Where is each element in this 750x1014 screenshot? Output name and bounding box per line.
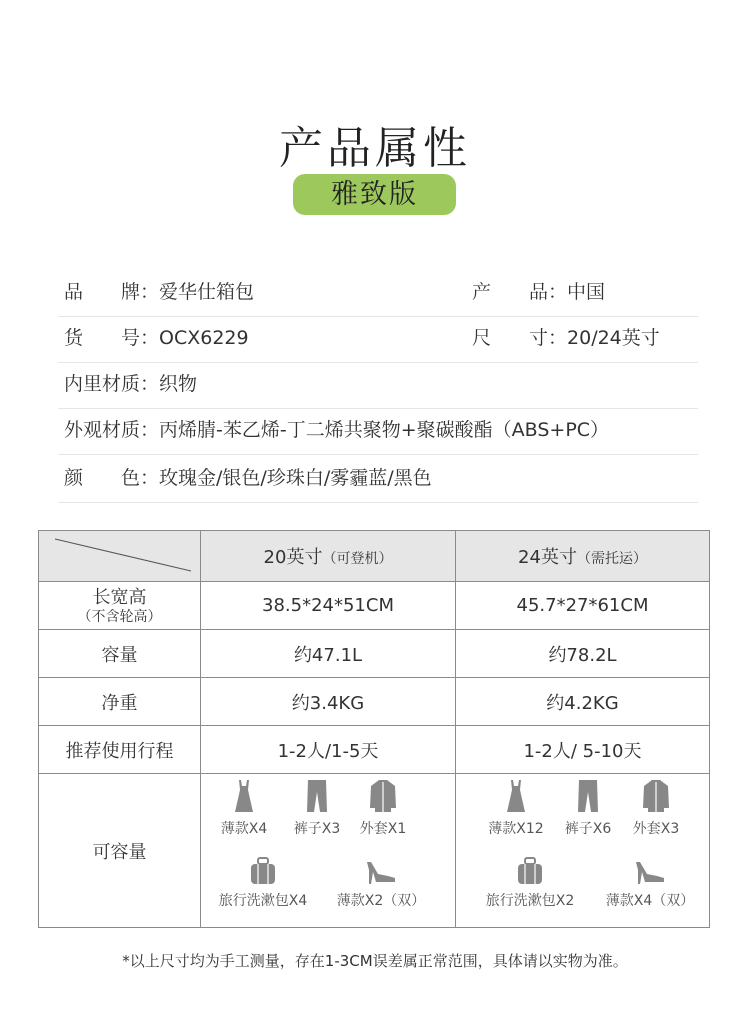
attr-row-itemno-size [58, 316, 698, 363]
item-no-label: 货 号： [64, 327, 160, 349]
item-no-value: OCX6229 [159, 327, 249, 349]
capacity-24-pants: 裤子X6 [564, 820, 612, 837]
attr-row-brand-origin [58, 270, 698, 317]
color-attr [64, 456, 432, 500]
table-row [39, 774, 710, 928]
capacity-item [355, 778, 411, 838]
trip-label: 推荐使用行程 [39, 726, 201, 774]
capacity-20-toiletry: 旅行洗漱包X4 [218, 892, 308, 909]
weight-20: 约3.4KG [201, 678, 456, 726]
volume-20: 约47.1L [201, 630, 456, 678]
brand-label: 品 牌： [64, 281, 160, 303]
size-value: 20/24英寸 [567, 327, 660, 349]
edition-badge: 雅致版 [293, 174, 456, 215]
dims-20: 38.5*24*51CM [201, 582, 456, 630]
col-24-header [456, 531, 710, 582]
origin-value: 中国 [567, 281, 606, 303]
dress-icon [503, 778, 529, 814]
dims-label-cell [39, 582, 201, 630]
dims-24: 45.7*27*61CM [456, 582, 710, 630]
col-20-main: 20英寸 [263, 547, 323, 568]
table-row [39, 726, 710, 774]
capacity-item [215, 856, 311, 910]
table-row [39, 582, 710, 630]
capacity-item [560, 778, 616, 838]
capacity-20-shoes: 薄款X2（双） [336, 892, 426, 909]
table-row [39, 678, 710, 726]
capacity-24-coat: 外套X3 [632, 820, 680, 837]
coat-icon [641, 778, 671, 814]
col-20-note: （可登机） [322, 551, 393, 567]
col-20-header [201, 531, 456, 582]
dims-sub-label: （不含轮高） [77, 608, 162, 625]
item-no-attr [64, 316, 249, 360]
size-attr [472, 316, 660, 360]
volume-label: 容量 [39, 630, 201, 678]
col-24-main: 24英寸 [518, 547, 577, 568]
color-label: 颜 色： [64, 467, 160, 489]
coat-icon [368, 778, 398, 814]
capacity-item [628, 778, 684, 838]
capacity-item [331, 856, 431, 910]
capacity-20-grid [201, 776, 455, 926]
diagonal-header-cell [39, 531, 201, 582]
pants-icon [575, 778, 601, 814]
attr-row-color [58, 456, 698, 503]
capacity-20-cell [201, 774, 456, 928]
capacity-item [219, 778, 269, 838]
origin-label: 产 品： [472, 281, 568, 303]
dress-icon [231, 778, 257, 814]
toiletry-bag-icon [248, 856, 278, 886]
capacity-item [486, 778, 546, 838]
capacity-24-grid [456, 776, 709, 926]
spec-table [38, 530, 710, 928]
capacity-24-dress: 薄款X12 [488, 820, 544, 837]
lining-label: 内里材质： [64, 373, 160, 395]
shell-label: 外观材质： [64, 419, 160, 441]
shell-value: 丙烯腈-苯乙烯-丁二烯共聚物+聚碳酸酯（ABS+PC） [159, 419, 610, 441]
volume-24: 约78.2L [456, 630, 710, 678]
weight-label: 净重 [39, 678, 201, 726]
trip-20: 1-2人/1-5天 [201, 726, 456, 774]
capacity-20-pants: 裤子X3 [293, 820, 341, 837]
brand-attr [64, 270, 254, 314]
lining-attr [64, 362, 197, 406]
shell-attr [64, 408, 609, 452]
capacity-20-dress: 薄款X4 [220, 820, 268, 837]
brand-value: 爱华仕箱包 [159, 281, 255, 303]
high-heel-icon [364, 856, 398, 886]
capacity-item [600, 856, 700, 910]
attr-row-shell [58, 408, 698, 455]
weight-24: 约4.2KG [456, 678, 710, 726]
capacity-24-shoes: 薄款X4（双） [605, 892, 695, 909]
attr-row-lining [58, 362, 698, 409]
table-row [39, 630, 710, 678]
capacity-24-cell [456, 774, 710, 928]
footnote: *以上尺寸均为手工测量，存在1-3CM误差属正常范围，具体请以实物为准。 [122, 952, 628, 970]
capacity-label: 可容量 [39, 774, 201, 928]
spec-header-row [39, 531, 710, 582]
color-value: 玫瑰金/银色/珍珠白/雾霾蓝/黑色 [159, 467, 432, 489]
size-label: 尺 寸： [472, 327, 568, 349]
diagonal-line [39, 531, 201, 581]
trip-24: 1-2人/ 5-10天 [456, 726, 710, 774]
dims-label: 长宽高 [92, 586, 147, 608]
capacity-24-toiletry: 旅行洗漱包X2 [485, 892, 575, 909]
col-24-note: （需托运） [576, 551, 647, 567]
capacity-20-coat: 外套X1 [359, 820, 407, 837]
pants-icon [304, 778, 330, 814]
capacity-item [482, 856, 578, 910]
toiletry-bag-icon [515, 856, 545, 886]
capacity-item [289, 778, 345, 838]
origin-attr [472, 270, 605, 314]
page-title: 产品属性 [279, 123, 471, 174]
lining-value: 织物 [159, 373, 198, 395]
high-heel-icon [633, 856, 667, 886]
